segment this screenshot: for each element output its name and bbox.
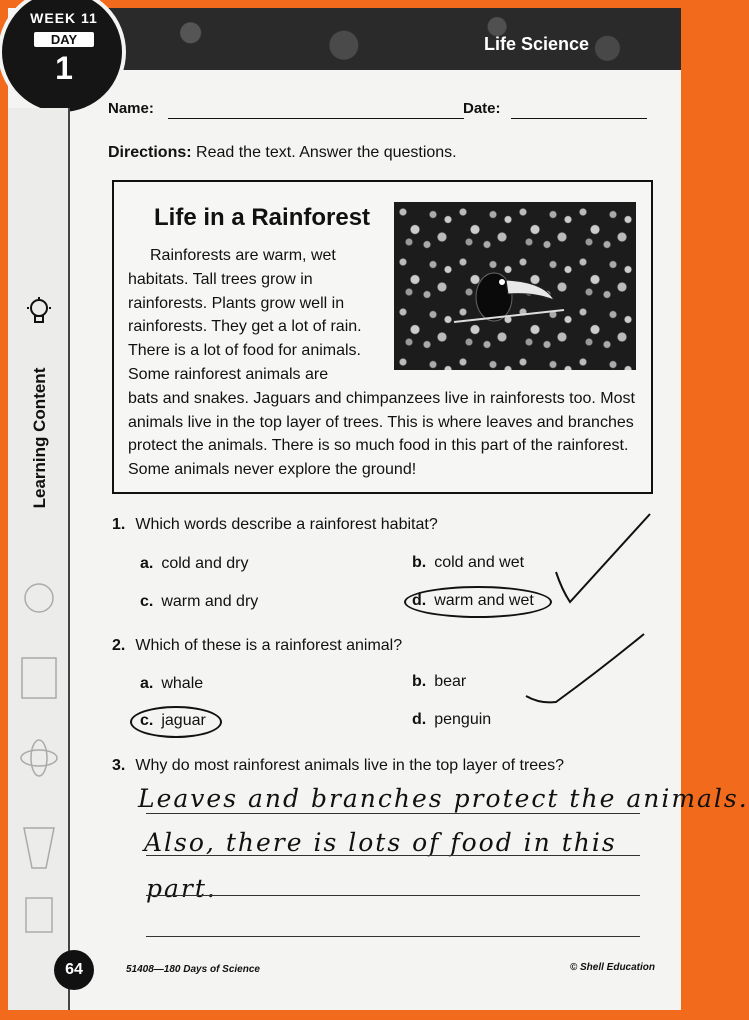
footer-copyright: © Shell Education xyxy=(569,962,655,973)
option-text: penguin xyxy=(434,711,492,728)
question-text: Which of these is a rainforest animal? xyxy=(135,637,403,654)
answer-circle xyxy=(130,706,222,738)
option-letter: d. xyxy=(412,711,427,728)
question-1 xyxy=(112,516,438,534)
option-letter: b. xyxy=(412,673,427,690)
toucan-photo xyxy=(394,202,636,370)
option-letter: c. xyxy=(140,712,154,729)
q1-option-c[interactable] xyxy=(140,593,258,611)
reading-passage xyxy=(112,180,653,494)
checkmark-icon xyxy=(548,510,658,610)
option-letter: b. xyxy=(412,554,427,571)
q2-option-d[interactable] xyxy=(412,711,491,729)
question-number: 1. xyxy=(112,516,126,533)
page-number: 64 xyxy=(54,950,94,990)
week-day-badge xyxy=(0,0,126,116)
option-text: warm and wet xyxy=(434,592,534,609)
option-text: cold and dry xyxy=(161,555,249,572)
science-doodle-icon xyxy=(14,568,64,948)
handwritten-answer-line-1: Leaves and branches protect the animals. xyxy=(138,784,749,813)
directions-label: Directions: xyxy=(108,144,192,161)
option-letter: d. xyxy=(412,592,427,609)
option-letter: a. xyxy=(140,555,154,572)
question-number: 2. xyxy=(112,637,126,654)
option-text: whale xyxy=(161,675,204,692)
q2-option-a[interactable] xyxy=(140,675,203,693)
option-text: bear xyxy=(434,673,467,690)
passage-paragraph-1: Rainforests are warm, wet habitats. Tall trees grow in rainforests. Plants grow well in rainforests. They get a lot of rain. There is a lot of food for animals. Some rainforest animals are xyxy=(128,247,362,383)
option-text: cold and wet xyxy=(434,554,525,571)
sidebar xyxy=(8,108,70,1010)
answer-line[interactable] xyxy=(146,936,640,937)
q2-option-b[interactable] xyxy=(412,673,466,691)
lightbulb-icon xyxy=(24,296,54,326)
checkmark-icon xyxy=(520,630,650,706)
learning-content-label: Learning Content xyxy=(30,367,49,509)
day-label: DAY xyxy=(34,32,94,47)
question-2 xyxy=(112,637,402,655)
toucan-icon xyxy=(454,252,564,332)
question-text: Why do most rainforest animals live in the top layer of trees? xyxy=(135,757,564,774)
q1-option-a[interactable] xyxy=(140,555,249,573)
name-field[interactable] xyxy=(168,118,464,119)
question-text: Which words describe a rainforest habitat? xyxy=(135,516,438,533)
option-text: jaguar xyxy=(161,712,206,729)
footer-code: 51408—180 Days of Science xyxy=(126,964,260,975)
answer-line[interactable] xyxy=(146,813,640,814)
date-label: Date: xyxy=(463,100,501,117)
question-number: 3. xyxy=(112,757,126,774)
answer-line[interactable] xyxy=(146,855,640,856)
day-number: 1 xyxy=(55,50,73,86)
option-text: warm and dry xyxy=(161,593,259,610)
q1-option-b[interactable] xyxy=(412,554,524,572)
option-letter: c. xyxy=(140,593,154,610)
week-label: WEEK 11 xyxy=(30,10,98,26)
handwritten-answer-line-2: Also, there is lots of food in this xyxy=(144,828,617,857)
name-label: Name: xyxy=(108,100,154,117)
worksheet-page xyxy=(8,8,749,1010)
header-banner xyxy=(68,8,681,70)
directions-text: Read the text. Answer the questions. xyxy=(191,144,457,161)
directions xyxy=(108,144,457,162)
passage-paragraph-2: bats and snakes. Jaguars and chimpanzees live in rainforests too. Most animals live in the top layer of trees. This is where leaves and branches protect the animals. There is so much food in this part of the rainforest. Some animals never explore the ground! xyxy=(128,390,635,478)
answer-line[interactable] xyxy=(146,895,640,896)
question-3 xyxy=(112,757,564,775)
answer-circle xyxy=(404,586,552,618)
handwritten-answer-line-3: part. xyxy=(146,874,217,903)
passage-title: Life in a Rainforest xyxy=(154,204,371,231)
option-letter: a. xyxy=(140,675,154,692)
subject-label: Life Science xyxy=(483,34,589,54)
date-field[interactable] xyxy=(511,118,647,119)
